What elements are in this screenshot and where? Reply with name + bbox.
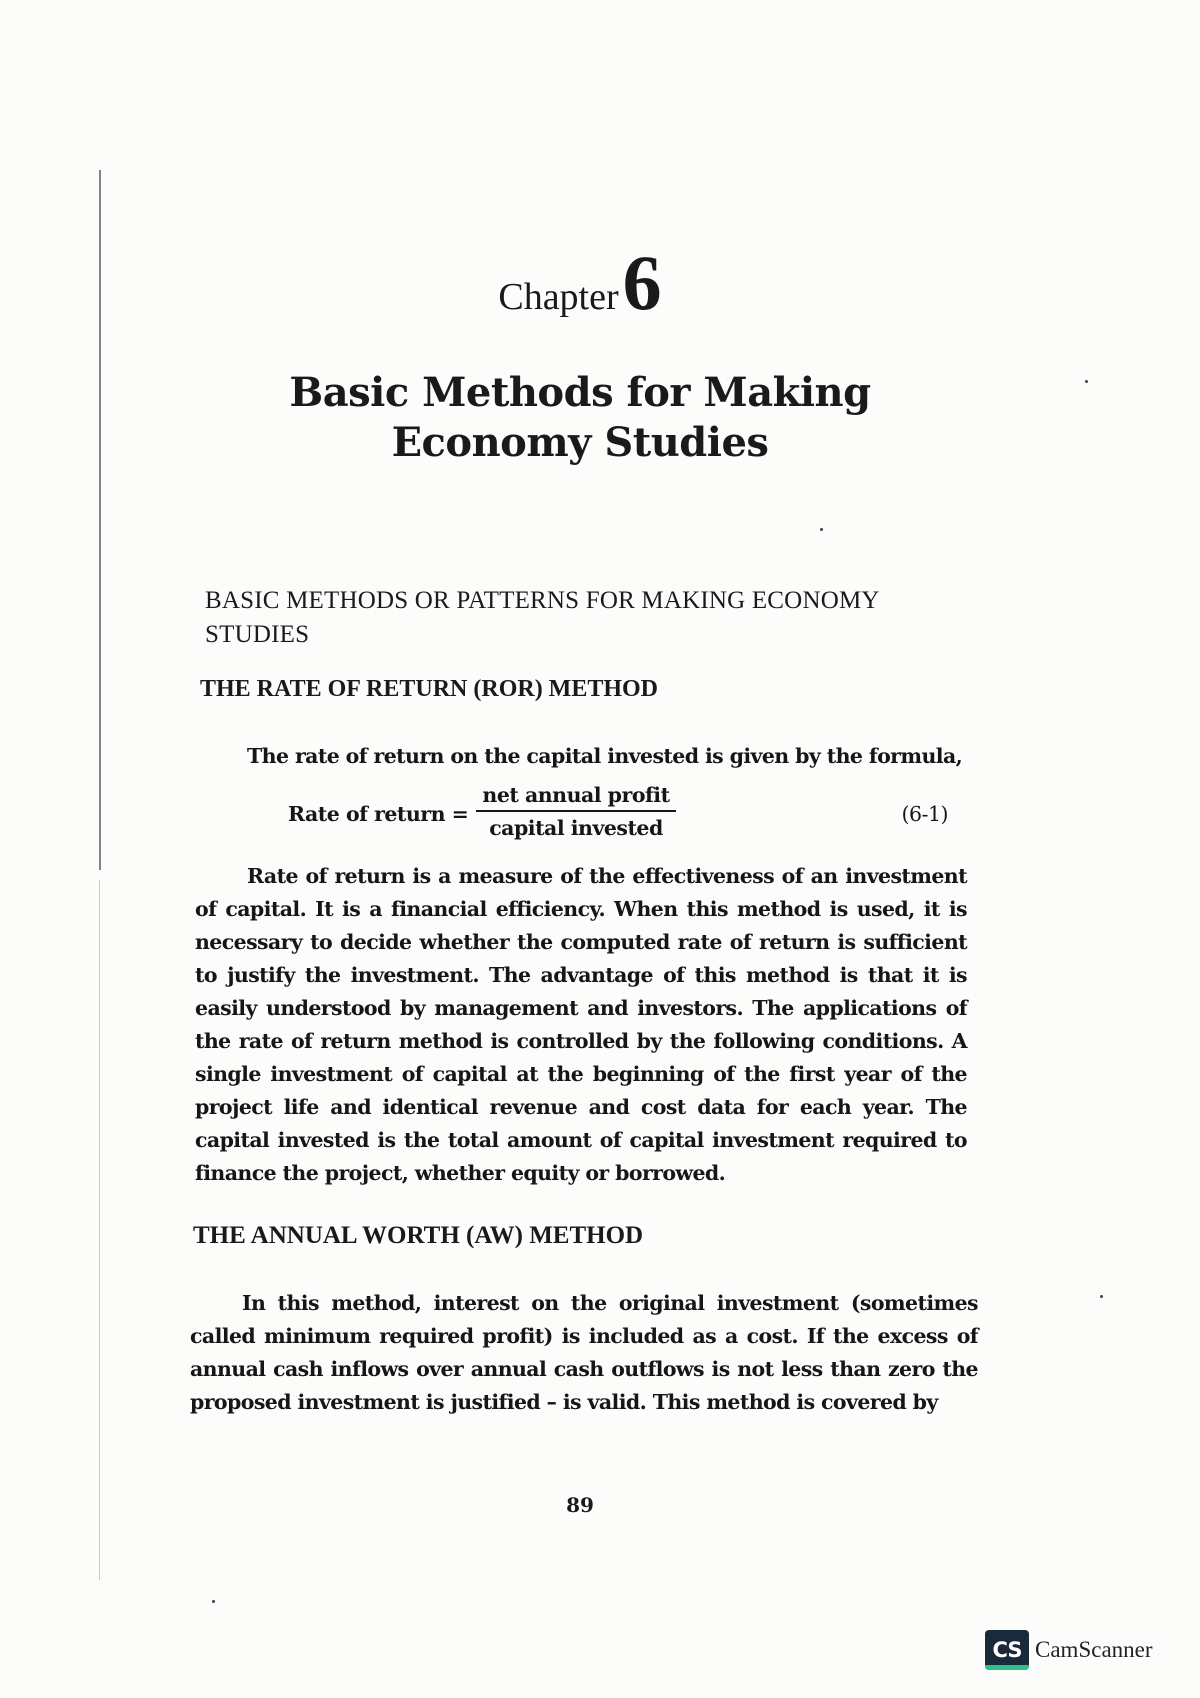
scan-binding-shadow-lower (99, 880, 100, 1580)
chapter-heading (0, 238, 1160, 328)
rate-of-return-formula (288, 780, 968, 850)
page-number: 89 (566, 1493, 594, 1517)
camscanner-logo-icon: CS (985, 1630, 1029, 1670)
scan-speck (1085, 380, 1088, 383)
formula-fraction (476, 780, 676, 843)
chapter-title-line-2: Economy Studies (391, 419, 769, 466)
formula-label: Rate of return = (288, 802, 469, 826)
chapter-number: 6 (622, 239, 662, 326)
fraction-bar (476, 810, 676, 812)
equation-number: (6-1) (901, 802, 948, 826)
scan-speck (1100, 1295, 1103, 1298)
ror-paragraph: Rate of return is a measure of the effectiveness of an investment of capital. It is a financial efficiency. When this method is used, it is necessary to decide whether the computed rate of return is sufficient to justify the investment. The advantage of this method is that it is easily understood by management and investors. The applications of the rate of return method is controlled by the following conditions. A single investment of capital at the beginning of the first year of the project life and identical revenue and cost data for each year. The capital invested is the total amount of capital investment required to finance the project, whether equity or borrowed. (195, 864, 967, 1185)
chapter-title-line-1: Basic Methods for Making (289, 369, 871, 416)
camscanner-watermark (985, 1628, 1153, 1672)
camscanner-brand: CamScanner (1035, 1637, 1153, 1662)
scan-speck (820, 528, 823, 531)
ror-intro-text: The rate of return on the capital invested is given by the formula, (247, 744, 963, 768)
chapter-title (0, 368, 1160, 468)
chapter-label: Chapter (498, 276, 619, 318)
formula-denominator: capital invested (489, 816, 663, 840)
ror-method-heading: THE RATE OF RETURN (ROR) METHOD (200, 676, 659, 702)
aw-method-heading: THE ANNUAL WORTH (AW) METHOD (193, 1222, 644, 1249)
aw-paragraph: In this method, interest on the original investment (sometimes called minimum required profit) is included as a cost. If the excess of annual cash inflows over annual cash outflows is not less than zero the proposed investment is justified – is valid. This method is covered by (190, 1291, 978, 1414)
formula-numerator: net annual profit (482, 783, 670, 807)
basic-methods-heading: BASIC METHODS OR PATTERNS FOR MAKING ECONOMY STUDIES (205, 587, 879, 648)
scan-speck (212, 1600, 215, 1603)
